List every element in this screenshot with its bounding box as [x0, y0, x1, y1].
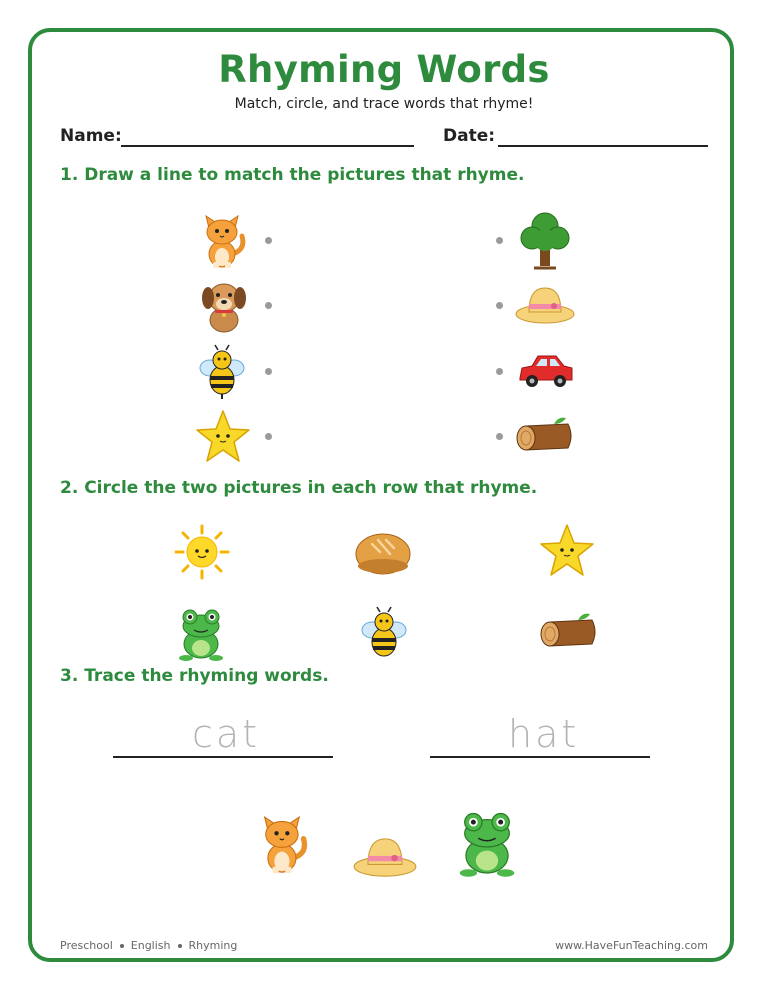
date-label: Date: [443, 126, 496, 146]
trace-word-2: hat [508, 712, 580, 756]
footer-tag-preschool: Preschool [60, 939, 113, 952]
tree-icon [518, 210, 572, 270]
log-icon [538, 610, 600, 656]
section-2-heading: 2. Circle the two pictures in each row that rhyme. [60, 478, 538, 498]
name-label: Name: [60, 126, 122, 146]
car-icon [514, 350, 576, 392]
section-1-heading: 1. Draw a line to match the pictures that rhyme. [60, 165, 525, 185]
match-dot-left-1[interactable] [265, 237, 272, 244]
match-dot-left-2[interactable] [265, 302, 272, 309]
cat-icon [256, 806, 310, 880]
page-title: Rhyming Words [218, 48, 550, 91]
frog-icon [176, 604, 226, 662]
bun-icon [354, 526, 412, 576]
trace-word-1: cat [192, 712, 261, 756]
bee-icon [196, 344, 248, 400]
bee-icon [358, 606, 410, 662]
name-line[interactable] [121, 145, 414, 147]
match-dot-right-2[interactable] [496, 302, 503, 309]
cat-icon [198, 210, 248, 270]
date-line[interactable] [498, 145, 708, 147]
section-3-heading: 3. Trace the rhyming words. [60, 666, 329, 686]
match-dot-left-3[interactable] [265, 368, 272, 375]
dog-icon [198, 276, 250, 334]
footer-tags [60, 939, 237, 952]
bullet-icon [178, 944, 182, 948]
match-dot-right-3[interactable] [496, 368, 503, 375]
footer-website[interactable]: www.HaveFunTeaching.com [555, 939, 708, 952]
match-dot-right-1[interactable] [496, 237, 503, 244]
trace-line-1[interactable] [113, 756, 333, 758]
hat-icon [514, 284, 576, 326]
sun-icon [174, 524, 230, 580]
trace-line-2[interactable] [430, 756, 650, 758]
match-dot-right-4[interactable] [496, 433, 503, 440]
star-icon [538, 522, 596, 580]
star-icon [194, 408, 252, 466]
log-icon [514, 414, 576, 460]
footer-tag-rhyming: Rhyming [188, 939, 238, 952]
match-dot-left-4[interactable] [265, 433, 272, 440]
bullet-icon [120, 944, 124, 948]
frog-icon [456, 806, 518, 878]
page-subtitle: Match, circle, and trace words that rhyme! [234, 96, 534, 112]
footer-tag-english: English [130, 939, 171, 952]
hat-icon [352, 834, 418, 880]
